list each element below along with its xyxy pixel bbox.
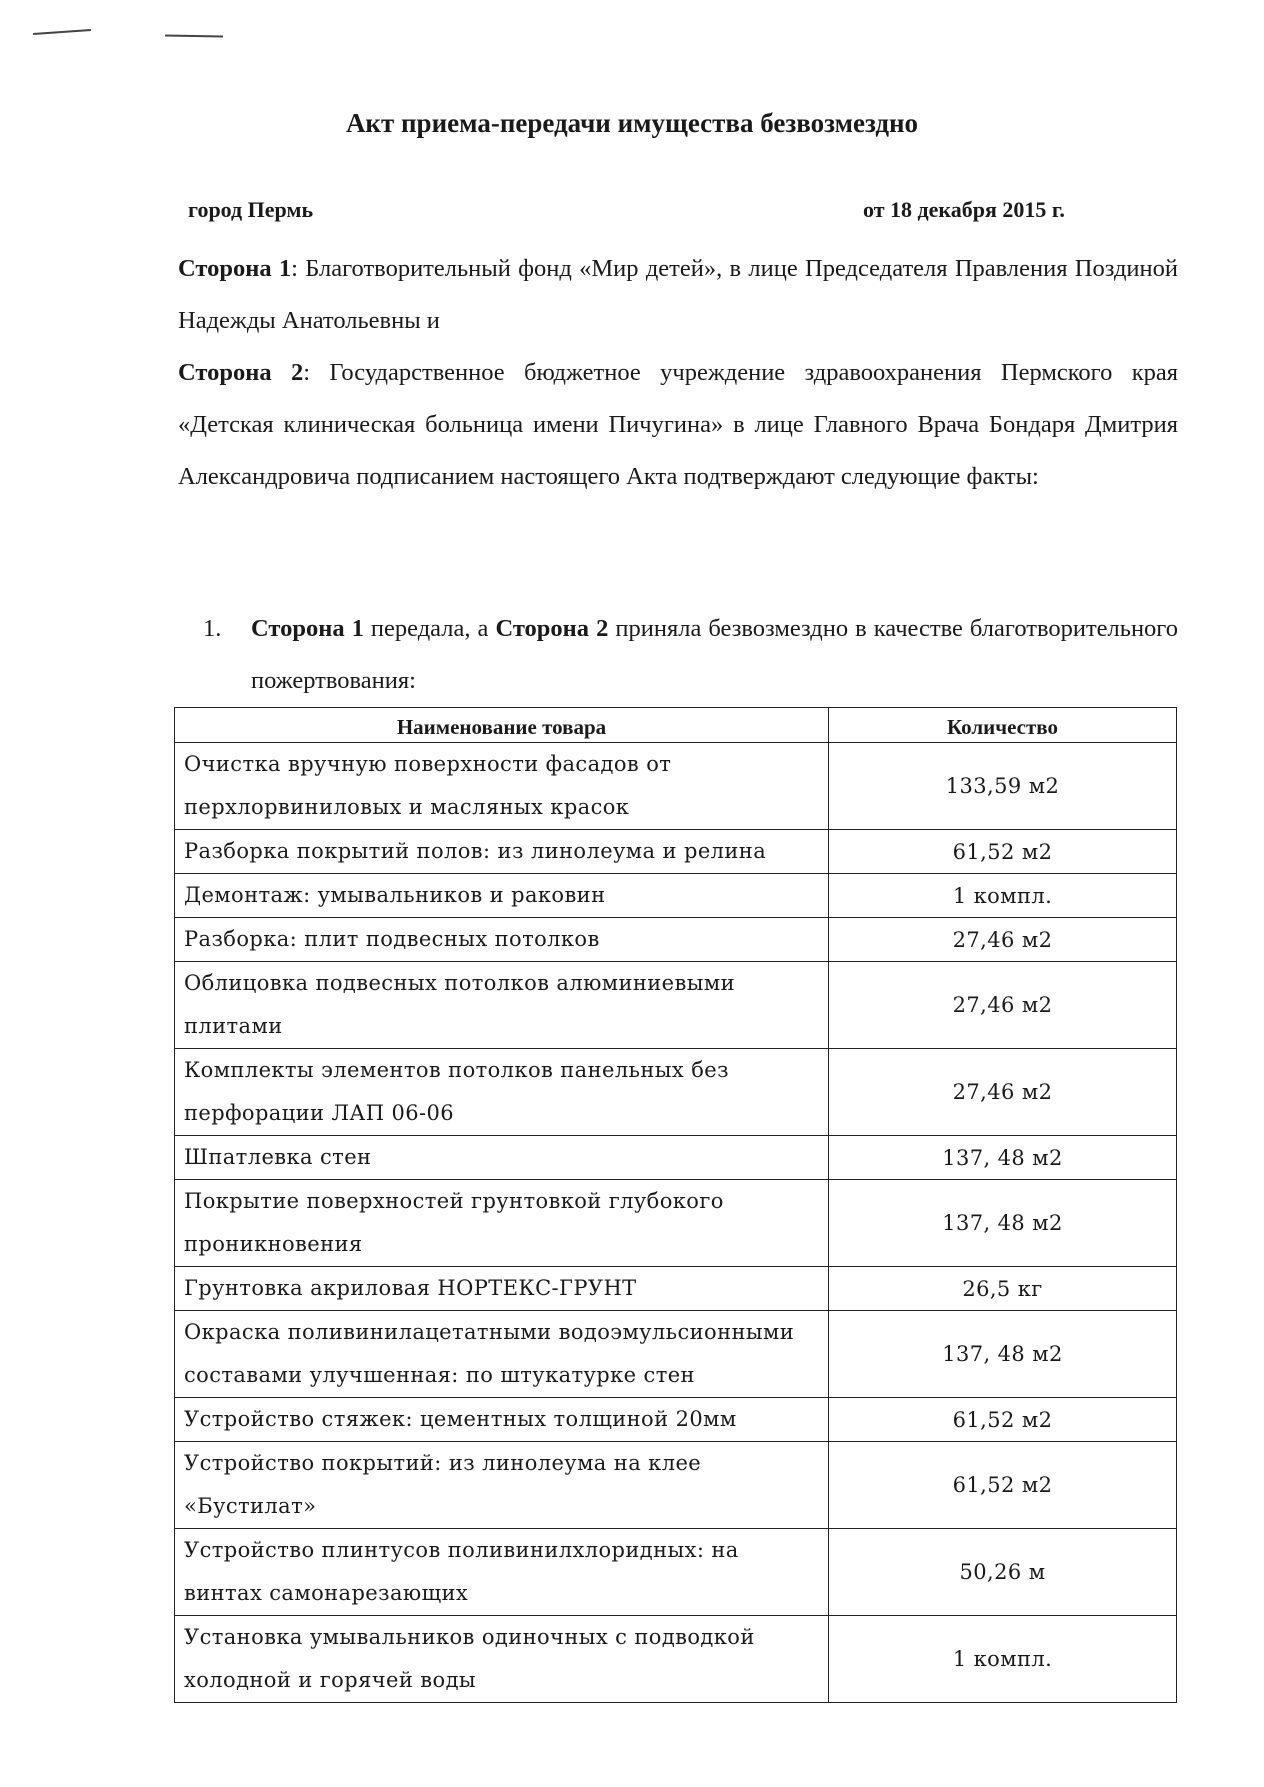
item-quantity: 1 компл.: [829, 1616, 1177, 1703]
clause-party-1: Сторона 1: [251, 615, 364, 642]
table-row: [175, 1311, 1177, 1398]
table-row: [175, 1616, 1177, 1703]
clause-1: [203, 603, 1178, 707]
item-quantity: 137, 48 м2: [829, 1180, 1177, 1267]
item-name: Очистка вручную поверхности фасадов от перхлорвиниловых и масляных красок: [175, 743, 829, 830]
item-quantity: 61,52 м2: [829, 1442, 1177, 1529]
table-row: [175, 1267, 1177, 1311]
goods-table: [174, 707, 1177, 1703]
clause-rest: приняла безвозмездно в качестве благотворительного пожертвования:: [251, 615, 1178, 694]
item-quantity: 61,52 м2: [829, 830, 1177, 874]
header-name: Наименование товара: [175, 708, 829, 743]
item-quantity: 137, 48 м2: [829, 1136, 1177, 1180]
header-quantity: Количество: [829, 708, 1177, 743]
item-quantity: 50,26 м: [829, 1529, 1177, 1616]
item-quantity: 27,46 м2: [829, 918, 1177, 962]
party-1-label: Сторона 1: [178, 255, 292, 282]
table-row: [175, 1136, 1177, 1180]
item-name: Демонтаж: умывальников и раковин: [175, 874, 829, 918]
table-row: [175, 1529, 1177, 1616]
pen-mark: [33, 29, 91, 35]
party-2-text: : Государственное бюджетное учреждение здравоохранения Пермского края «Детская клиническая больница имени Пичугина» в лице Главного Врача Бондаря Дмитрия Александровича подписанием настоящего Акта подтверждают следующие факты:: [178, 359, 1179, 490]
item-name: Грунтовка акриловая НОРТЕКС-ГРУНТ: [175, 1267, 829, 1311]
item-name: Окраска поливинилацетатными водоэмульсионными составами улучшенная: по штукатурке стен: [175, 1311, 829, 1398]
item-name: Облицовка подвесных потолков алюминиевыми плитами: [175, 962, 829, 1049]
table-row: [175, 962, 1177, 1049]
table-row: [175, 830, 1177, 874]
party-2-paragraph: [178, 347, 1178, 503]
item-name: Комплекты элементов потолков панельных без перфорации ЛАП 06-06: [175, 1049, 829, 1136]
item-name: Устройство плинтусов поливинилхлоридных: на винтах самонарезающих: [175, 1529, 829, 1616]
clause-text: [251, 603, 1178, 707]
pen-mark: [165, 34, 223, 37]
document-title: Акт приема-передачи имущества безвозмездно: [345, 108, 919, 138]
item-quantity: 27,46 м2: [829, 1049, 1177, 1136]
item-name: Устройство покрытий: из линолеума на клее «Бустилат»: [175, 1442, 829, 1529]
item-quantity: 133,59 м2: [829, 743, 1177, 830]
clause-middle: передала, а: [363, 615, 496, 642]
item-quantity: 61,52 м2: [829, 1398, 1177, 1442]
item-quantity: 27,46 м2: [829, 962, 1177, 1049]
clause-party-2: Сторона 2: [495, 615, 609, 642]
document-date: от 18 декабря 2015 г.: [863, 197, 1065, 222]
table-row: [175, 918, 1177, 962]
item-name: Покрытие поверхностей грунтовкой глубокого проникновения: [175, 1180, 829, 1267]
clause-number: 1.: [203, 615, 222, 642]
party-1-paragraph: [178, 243, 1178, 347]
table-row: [175, 1398, 1177, 1442]
item-name: Устройство стяжек: цементных толщиной 20мм: [175, 1398, 829, 1442]
item-name: Разборка: плит подвесных потолков: [175, 918, 829, 962]
item-name: Установка умывальников одиночных с подводкой холодной и горячей воды: [175, 1616, 829, 1703]
item-name: Шпатлевка стен: [175, 1136, 829, 1180]
item-quantity: 137, 48 м2: [829, 1311, 1177, 1398]
item-quantity: 1 компл.: [829, 874, 1177, 918]
table-row: [175, 1180, 1177, 1267]
document-city: город Пермь: [188, 197, 314, 222]
item-quantity: 26,5 кг: [829, 1267, 1177, 1311]
table-row: [175, 743, 1177, 830]
party-1-text: : Благотворительный фонд «Мир детей», в лице Председателя Правления Поздиной Надежды Анатольевны и: [178, 255, 1178, 334]
table-row: [175, 874, 1177, 918]
party-2-label: Сторона 2: [178, 359, 304, 386]
item-name: Разборка покрытий полов: из линолеума и релина: [175, 830, 829, 874]
table-row: [175, 1049, 1177, 1136]
table-row: [175, 1442, 1177, 1529]
